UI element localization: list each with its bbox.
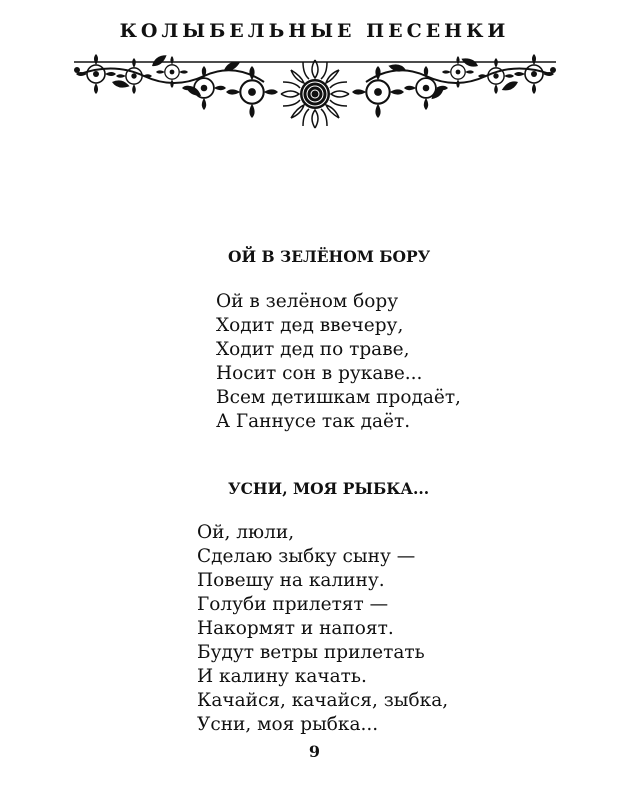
poem-title-1: ОЙ В ЗЕЛЁНОМ БОРУ (228, 247, 431, 266)
verse-line: Голуби прилетят — (197, 594, 389, 615)
verse-line: Будут ветры прилетать (197, 642, 425, 663)
verse-line: И калину качать. (197, 666, 367, 687)
running-head-title: КОЛЫБЕЛЬНЫЕ ПЕСЕНКИ (119, 20, 510, 42)
verse-line: Сделаю зыбку сыну — (197, 546, 416, 567)
verse-line: Ой в зелёном бору (216, 291, 399, 312)
verse-line: Повешу на калину. (197, 570, 385, 591)
verse-line: Усни, моя рыбка... (197, 714, 379, 735)
verse-line: Качайся, качайся, зыбка, (197, 690, 449, 711)
verse-line: Накормят и напоят. (197, 618, 394, 639)
verse-line: Ходит дед по траве, (216, 339, 410, 360)
verse-line: Ходит дед ввечеру, (216, 315, 404, 336)
verse-line: А Ганнусе так даёт. (216, 411, 411, 432)
verse-line: Ой, люли, (197, 522, 295, 543)
poem-title-2: УСНИ, МОЯ РЫБКА... (228, 479, 430, 498)
page-number: 9 (308, 742, 321, 761)
poem-2-verse (197, 521, 448, 737)
verse-line: Всем детишкам продаёт, (216, 387, 461, 408)
verse-line: Носит сон в рукаве... (216, 363, 423, 384)
poem-1-verse (216, 290, 461, 434)
floral-ornament-headpiece (74, 52, 556, 130)
